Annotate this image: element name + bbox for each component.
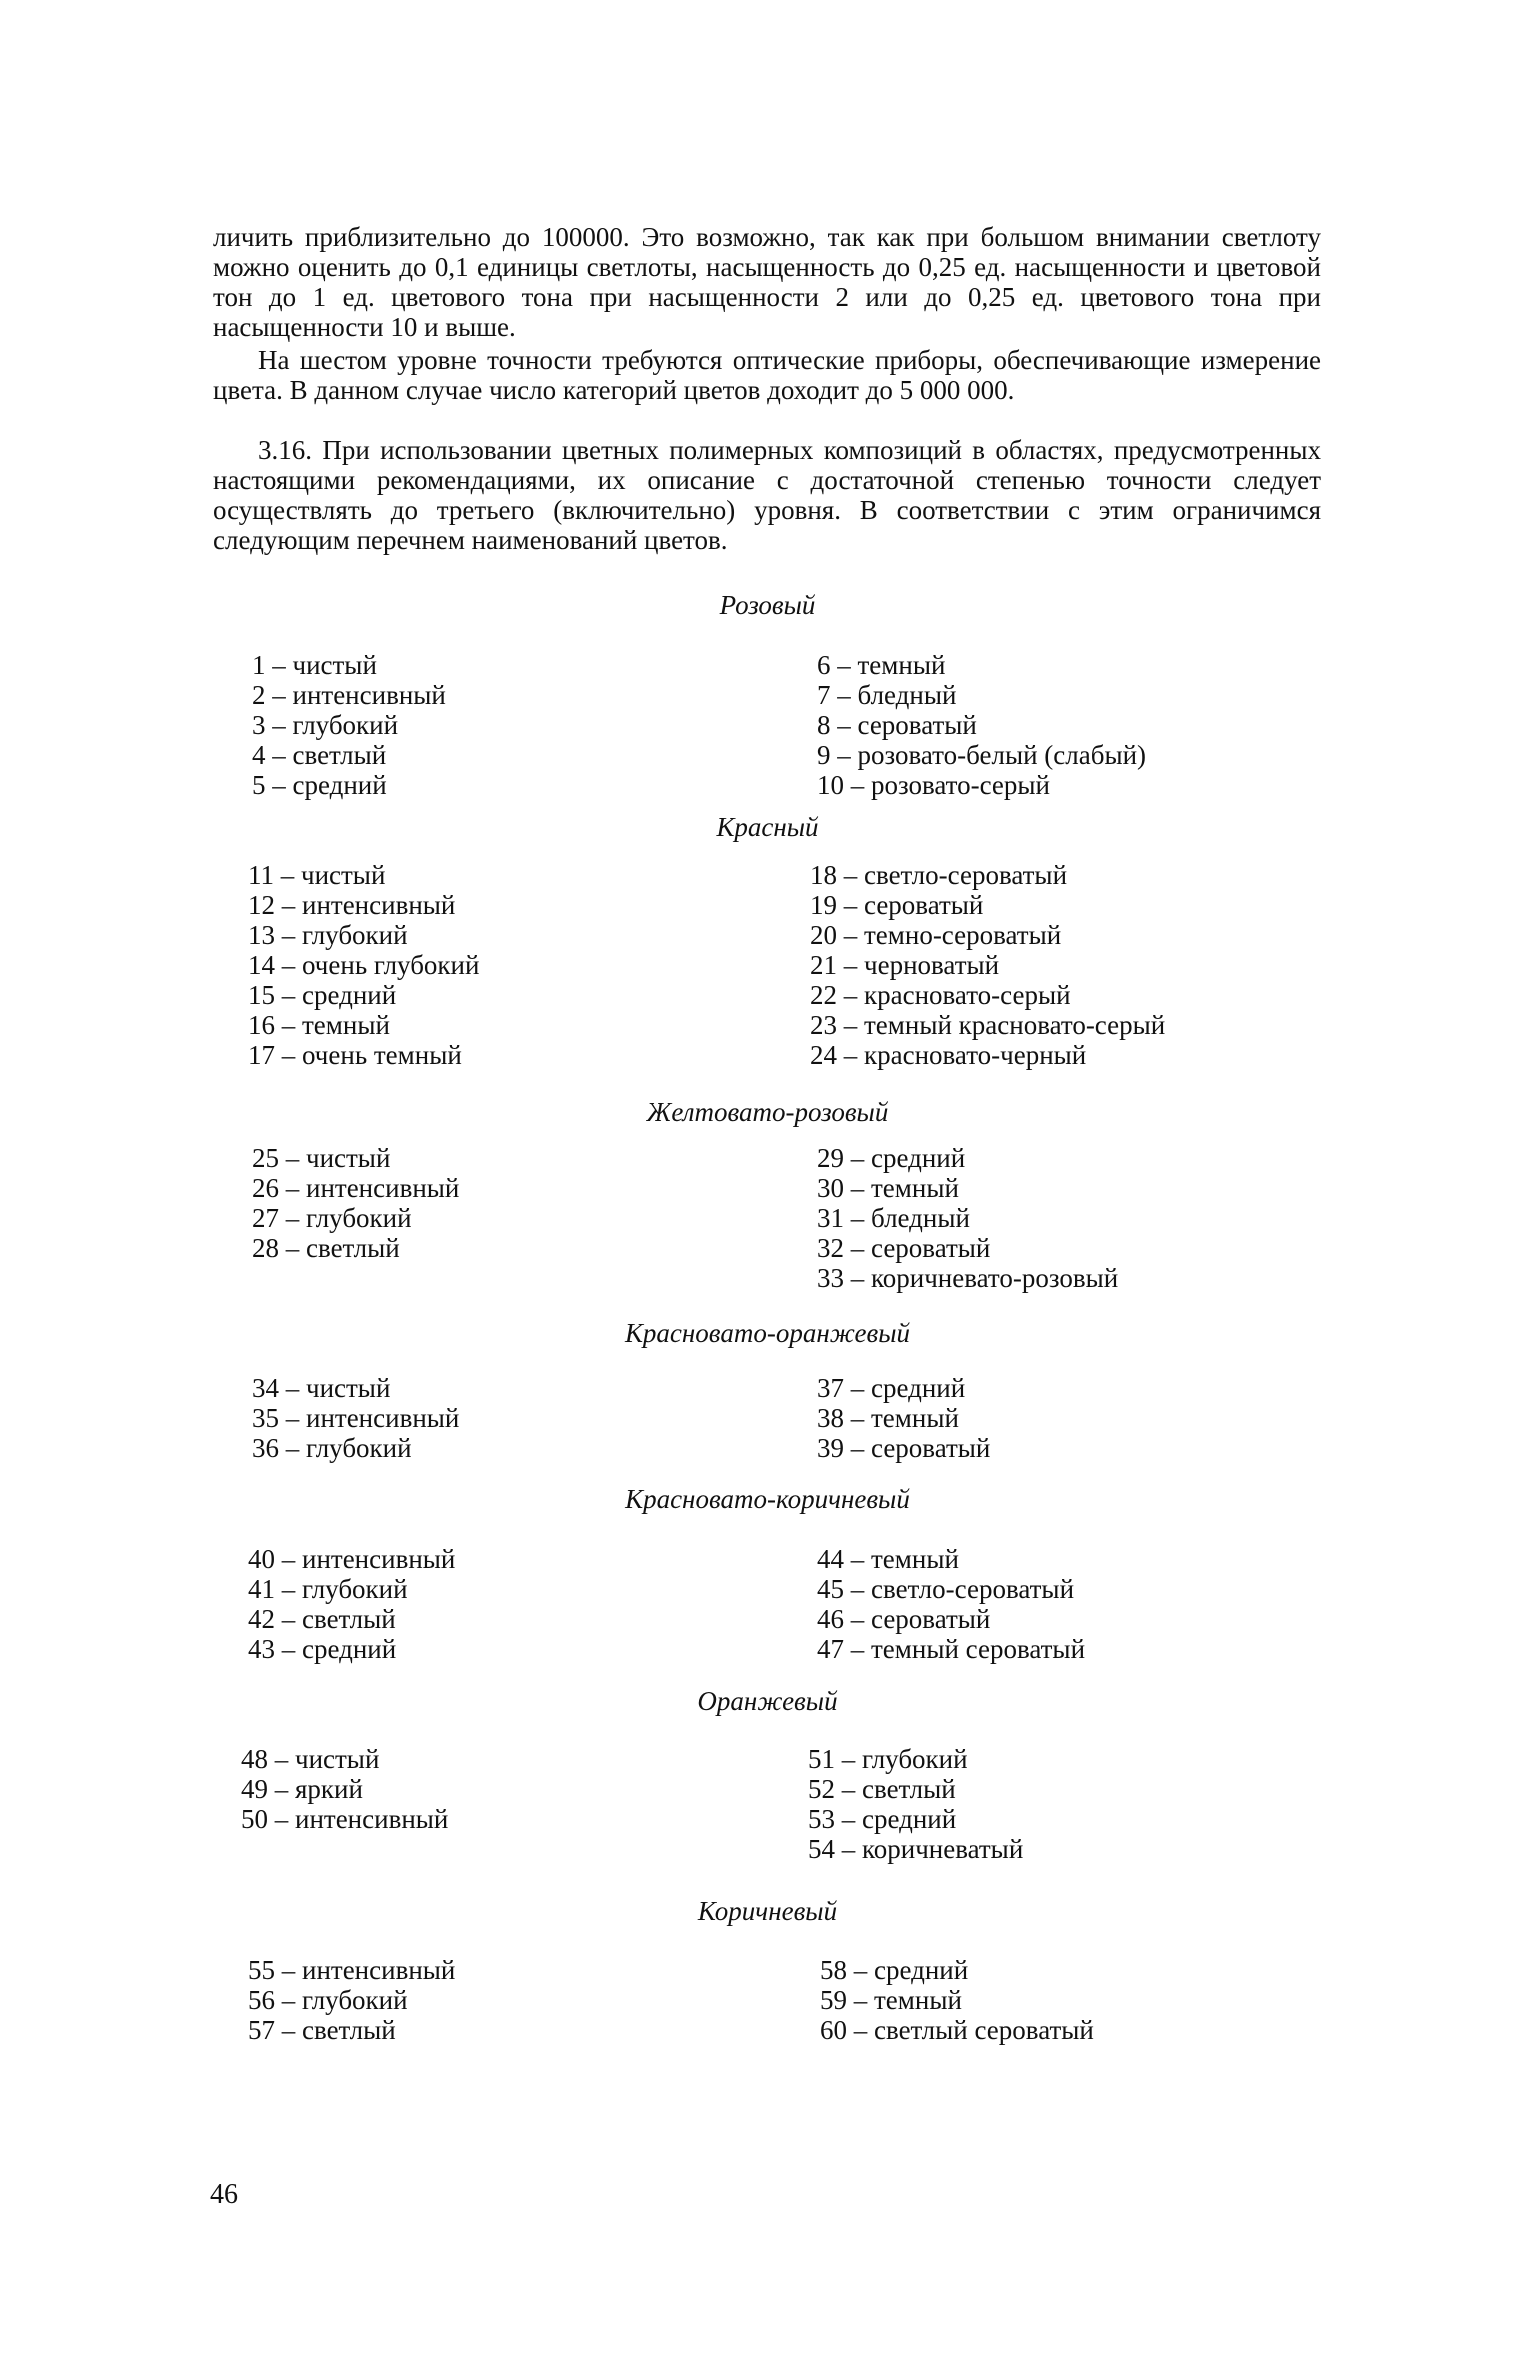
list-item: 47 – темный сероватый [817,1634,1086,1664]
list-item: 55 – интенсивный [248,1955,456,1985]
list-item: 52 – светлый [808,1774,956,1804]
list-item: 1 – чистый [252,650,377,680]
list-item: 14 – очень глубокий [248,950,480,980]
list-item: 36 – глубокий [252,1433,412,1463]
group-red-right-list [810,860,1165,1070]
group-heading-orange: Оранжевый [697,1686,838,1716]
list-item: 19 – сероватый [810,890,984,920]
list-item: 13 – глубокий [248,920,408,950]
list-item: 17 – очень темный [248,1040,462,1070]
group-heading-reddish-orange: Красновато-оранжевый [625,1318,910,1348]
list-item: 6 – темный [817,650,946,680]
group-brown-right-list [820,1955,1094,2045]
list-item: 42 – светлый [248,1604,396,1634]
group-reddish-brown-right-list [817,1544,1085,1664]
list-item: 34 – чистый [252,1373,391,1403]
group-pink-right-list [817,650,1146,800]
paragraph-continuation: личить приблизительно до 100000. Это возможно, так как при большом внимании светлоту можно оценить до 0,1 единицы светлоты, насыщенность до 0,25 ед. насыщенности и цветовой тон до 1 ед. цветового тона при насыщенности 2 или до 0,25 ед. цветового тона при насыщенности 10 и выше. [213,222,1321,342]
list-item: 53 – средний [808,1804,957,1834]
list-item: 43 – средний [248,1634,397,1664]
list-item: 60 – светлый сероватый [820,2015,1094,2045]
group-reddish-brown-left-list [248,1544,455,1664]
list-item: 9 – розовато-белый (слабый) [817,740,1147,770]
list-item: 26 – интенсивный [252,1173,460,1203]
group-heading-pink: Розовый [719,590,816,620]
list-item: 22 – красновато-серый [810,980,1071,1010]
list-item: 59 – темный [820,1985,962,2015]
list-item: 45 – светло-сероватый [817,1574,1075,1604]
list-item: 18 – светло-сероватый [810,860,1068,890]
list-item: 7 – бледный [817,680,957,710]
list-item: 21 – черноватый [810,950,1000,980]
list-item: 48 – чистый [241,1744,380,1774]
page-number: 46 [210,2179,238,2210]
list-item: 41 – глубокий [248,1574,408,1604]
group-heading-brown: Коричневый [697,1896,838,1926]
list-item: 57 – светлый [248,2015,396,2045]
list-item: 58 – средний [820,1955,969,1985]
list-item: 11 – чистый [248,860,386,890]
paragraph-section-3-16: 3.16. При использовании цветных полимерных композиций в областях, предусмотренных настоящими рекомендациями, их описание с достаточной степенью точности следует осуществлять до третьего (включительно) уровня. В соответствии с этим ограничимся следующим перечнем наименований цветов. [213,435,1321,555]
group-reddish-orange-left-list [252,1373,459,1463]
list-item: 15 – средний [248,980,397,1010]
list-item: 10 – розовато-серый [817,770,1051,800]
list-item: 23 – темный красновато-серый [810,1010,1166,1040]
group-heading-red: Красный [716,812,819,842]
list-item: 35 – интенсивный [252,1403,460,1433]
list-item: 44 – темный [817,1544,959,1574]
list-item: 27 – глубокий [252,1203,412,1233]
list-item: 8 – сероватый [817,710,977,740]
list-item: 51 – глубокий [808,1744,968,1774]
list-item: 31 – бледный [817,1203,970,1233]
group-brown-left-list [248,1955,455,2045]
list-item: 28 – светлый [252,1233,400,1263]
group-pink-left-list [252,650,446,800]
list-item: 56 – глубокий [248,1985,408,2015]
list-item: 40 – интенсивный [248,1544,456,1574]
list-item: 29 – средний [817,1143,966,1173]
list-item: 4 – светлый [252,740,387,770]
group-heading-reddish-brown: Красновато-коричневый [625,1484,910,1514]
group-heading-yellowish-pink: Желтовато-розовый [646,1097,889,1127]
group-yellowish-pink-left-list [252,1143,459,1263]
list-item: 3 – глубокий [252,710,399,740]
list-item: 49 – яркий [241,1774,363,1804]
list-item: 30 – темный [817,1173,959,1203]
group-orange-left-list [241,1744,448,1834]
group-yellowish-pink-right-list [817,1143,1118,1293]
list-item: 39 – сероватый [817,1433,991,1463]
list-item: 50 – интенсивный [241,1804,449,1834]
list-item: 16 – темный [248,1010,390,1040]
group-red-left-list [248,860,479,1070]
list-item: 46 – сероватый [817,1604,991,1634]
list-item: 24 – красновато-черный [810,1040,1087,1070]
list-item: 32 – сероватый [817,1233,991,1263]
list-item: 2 – интенсивный [252,680,446,710]
group-orange-right-list [808,1744,1023,1864]
list-item: 54 – коричневатый [808,1834,1024,1864]
list-item: 5 – средний [252,770,387,800]
list-item: 12 – интенсивный [248,890,456,920]
list-item: 20 – темно-сероватый [810,920,1062,950]
list-item: 25 – чистый [252,1143,391,1173]
group-reddish-orange-right-list [817,1373,990,1463]
list-item: 37 – средний [817,1373,966,1403]
paragraph-sixth-level: На шестом уровне точности требуются оптические приборы, обеспечивающие измерение цвета. В данном случае число категорий цветов доходит до 5 000 000. [213,345,1321,405]
list-item: 33 – коричневато-розовый [817,1263,1119,1293]
list-item: 38 – темный [817,1403,959,1433]
